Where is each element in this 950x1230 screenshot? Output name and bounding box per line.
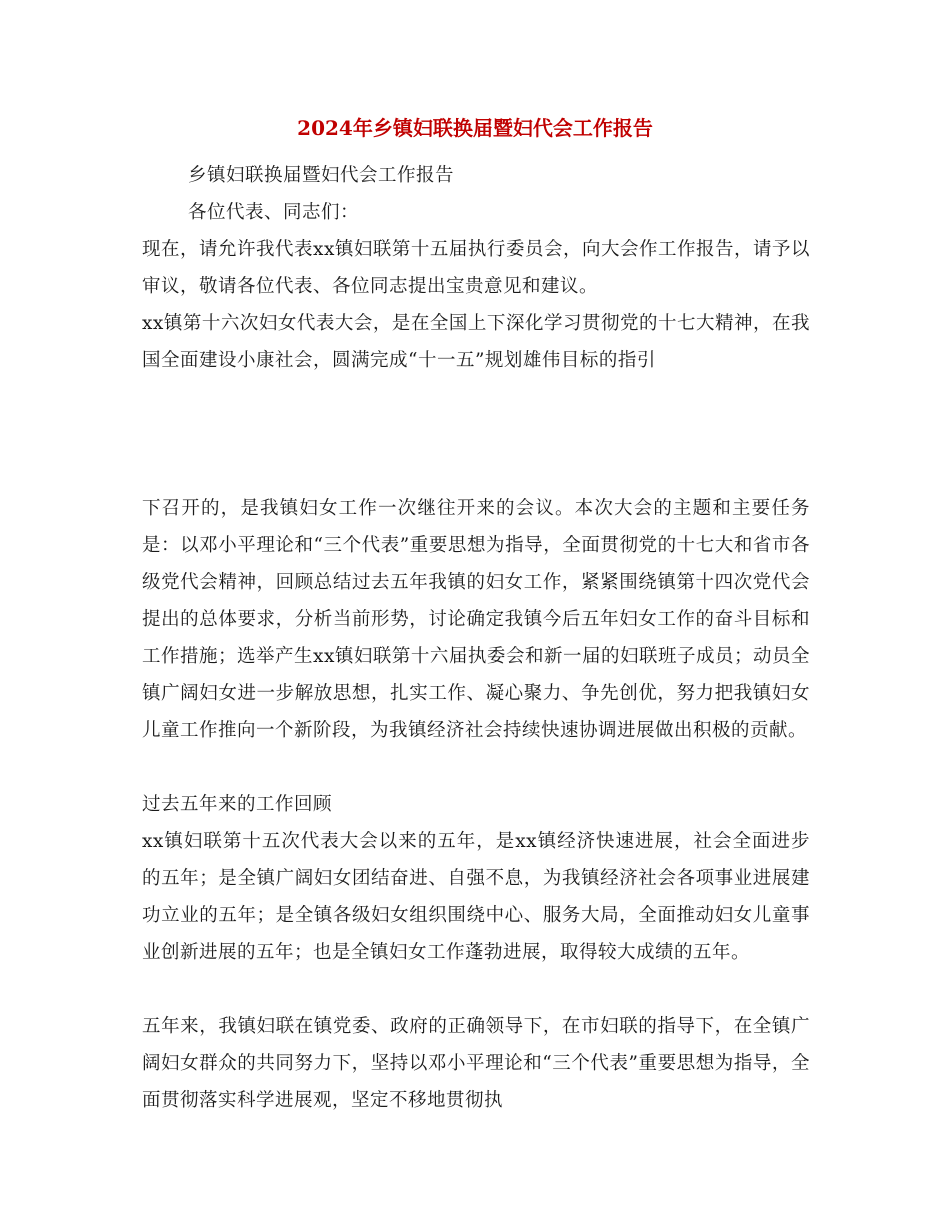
document-title: 2024年乡镇妇联换届暨妇代会工作报告 (297, 116, 653, 140)
paragraph-theme: 下召开的，是我镇妇女工作一次继往开来的会议。本次大会的主题和主要任务是：以邓小平理论和“三个代表”重要思想为指导，全面贯彻党的十七大和省市各级党代会精神，回顾总结过去五年我镇的妇女工作，紧紧围绕镇第十四次党代会提出的总体要求，分析当前形势，讨论确定我镇今后五年妇女工作的奋斗目标和工作措施；选举产生xx镇妇联第十六届执委会和新一届的妇联班子成员；动员全镇广阔妇女进一步解放思想，扎实工作、凝心聚力、争先创优，努力把我镇妇女儿童工作推向一个新阶段，为我镇经济社会持续快速协调进展做出积极的贡献。 (142, 498, 810, 741)
document-subtitle: 乡镇妇联换届暨妇代会工作报告 (188, 165, 455, 186)
salutation: 各位代表、同志们： (188, 202, 360, 223)
paragraph-congress: xx镇第十六次妇女代表大会，是在全国上下深化学习贯彻党的十七大精神，在我国全面建设小康社会，圆满完成“十一五”规划雄伟目标的指引 (142, 313, 810, 371)
paragraph-achievements: 五年来，我镇妇联在镇党委、政府的正确领导下，在市妇联的指导下，在全镇广阔妇女群众的共同努力下，坚持以邓小平理论和“三个代表”重要思想为指导，全面贯彻落实科学进展观，坚定不移地贯彻执 (142, 1016, 810, 1111)
paragraph-intro: 现在，请允许我代表xx镇妇联第十五届执行委员会，向大会作工作报告，请予以审议，敬请各位代表、各位同志提出宝贵意见和建议。 (142, 239, 810, 297)
section-heading-review: 过去五年来的工作回顾 (142, 794, 333, 815)
paragraph-five-years: xx镇妇联第十五次代表大会以来的五年，是xx镇经济快速进展，社会全面进步的五年；是全镇广阔妇女团结奋进、自强不息，为我镇经济社会各项事业进展建功立业的五年；是全镇各级妇女组织围绕中心、服务大局，全面推动妇女儿童事业创新进展的五年；也是全镇妇女工作蓬勃进展，取得较大成绩的五年。 (142, 831, 810, 963)
